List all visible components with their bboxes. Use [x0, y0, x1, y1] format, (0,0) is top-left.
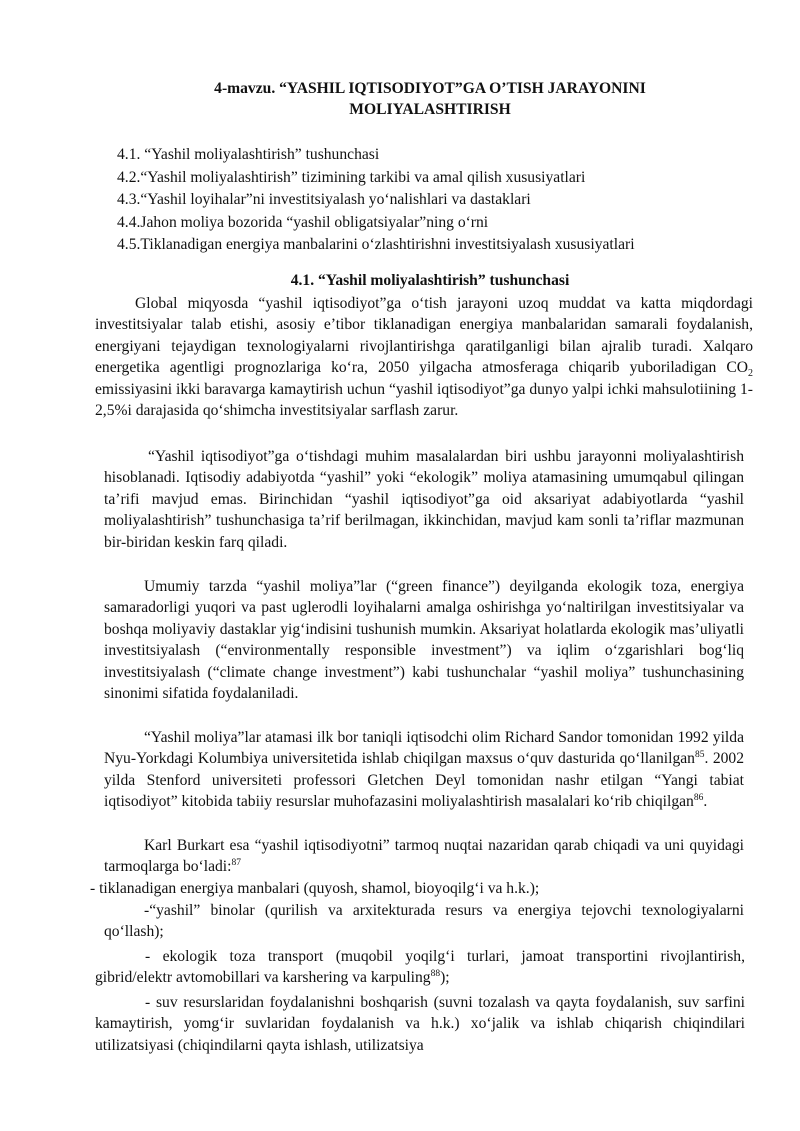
toc-item: 4.2.“Yashil moliyalashtirish” tizimining tarkibi va amal qilish xususiyatlari — [117, 168, 586, 186]
paragraph-1-text: Global miqyosda “yashil iqtisodiyot”ga o‘tish jarayoni uzoq muddat va katta miqdordagi investitsiyalar talab etishi, asosiy e’tibor tiklanadigan energiya manbalaridan samarali foydalanish, energiyani tejaydigan texnologiyalarni rivojlantirishga qaratilganligi bilan ajralib turadi. Xalqaro energetika agentligi prognozlariga ko‘ra, 2050 yilgacha atmosferaga chiqarib yuboriladigan CO — [95, 295, 753, 377]
toc-item: 4.3.“Yashil loyihalar”ni investitsiyalash yo‘nalishlari va dastaklari — [117, 191, 531, 208]
list-item — [95, 946, 745, 989]
list-item-text: - ekologik toza transport (muqobil yoqilg‘i turlari, jamoat transportini rivojlantirish, gibrid/elektr avtomobillari va karshering va karpuling — [95, 948, 745, 987]
section-heading: 4.1. “Yashil moliyalashtirish” tushunchasi — [290, 272, 570, 289]
co2-subscript: 2 — [748, 368, 753, 380]
paragraph-4-part-b: . 2002 yilda Stenford universiteti professori Gletchen Deyl tomonidan nashr etilgan “Yangi tabiat iqtisodiyot” kitobida tabiiy resurslar muhofazasini moliyalashtirish masalalari ko‘rib chiqilgan — [104, 750, 745, 811]
footnote-ref-85: 85 — [694, 750, 705, 761]
paragraph-1 — [95, 293, 753, 421]
title-line-2: MOLIYALASHTIRISH — [349, 101, 511, 118]
list-item-tail: ); — [440, 969, 450, 987]
toc-item: 4.5.Tiklanadigan energiya manbalarini o‘zlashtirishni investitsiyalash xususiyatlari — [117, 236, 635, 253]
paragraph-1-tail: emissiyasini ikki baravarga kamaytirish uchun “yashil iqtisodiyot”ga dunyo yalpi ichki mahsulotiining 1-2,5%i darajasida qo‘shimcha investitsiyalar sarflash zarur. — [95, 380, 753, 420]
paragraph-3: Umumiy tarzda “yashil moliya”lar (“green finance”) deyilganda ekologik toza, energiya samaradorligi yuqori va past uglerodli loyihalarni amalga oshirishga yo‘naltirilgan investitsiyalar va boshqa moliyaviy dastaklar yig‘indisini tushunish mumkin. Aksariyat holatlarda ekologik mas’uliyatli investitsiyalash (“environmentally responsible investment”) va iqlim o‘zgarishlari bog‘liq investitsiyalash (“climate change investment”) kabi tushunchalar “yashil moliya” tushunchasining sinonimi sifatida foydalaniladi. — [104, 578, 744, 703]
list-item: -“yashil” binolar (qurilish va arxitekturada resurs va energiya tejovchi texnologiyalarni qo‘llash); — [104, 902, 744, 941]
toc-item: 4.4.Jahon moliya bozorida “yashil obligatsiyalar”ning o‘rni — [117, 213, 489, 231]
list-item: - tiklanadigan energiya manbalari (quyosh, shamol, bioyoqilg‘i va h.k.); — [90, 880, 540, 897]
paragraph-4 — [104, 727, 744, 813]
paragraph-5 — [104, 835, 744, 878]
toc-item: 4.1. “Yashil moliyalashtirish” tushunchasi — [117, 146, 380, 163]
footnote-ref-88: 88 — [430, 969, 441, 980]
page-title — [150, 78, 710, 120]
paragraph-5-text: Karl Burkart esa “yashil iqtisodiyotni” tarmoq nuqtai nazaridan qarab chiqadi va uni quyidagi tarmoqlarga bo‘ladi: — [104, 837, 744, 876]
footnote-ref-86: 86 — [693, 793, 704, 804]
paragraph-2: “Yashil iqtisodiyot”ga o‘tishdagi muhim masalalardan biri ushbu jarayonni moliyalashtirish hisoblanadi. Iqtisodiy adabiyotda “yashil” yoki “ekologik” moliya atamasining umumqabul qilingan ta’rifi mavjud emas. Birinchidan “yashil iqtisodiyot”ga oid aksariyat adabiyotlarda “yashil moliyalashtirish” tushunchasiga ta’rif berilmagan, ikkinchidan, mavjud kam sonli ta’riflar mazmunan bir-biridan keskin farq qiladi. — [104, 448, 744, 551]
footnote-ref-87: 87 — [231, 858, 241, 869]
paragraph-4-part-c: . — [703, 793, 708, 811]
title-line-1: 4-mavzu. “YASHIL IQTISODIYOT”GA O’TISH JARAYONINI — [214, 80, 646, 97]
paragraph-4-part-a: “Yashil moliya”lar atamasi ilk bor taniqli iqtisodchi olim Richard Sandor tomonidan 1992 yilda Nyu-Yorkdagi Kolumbiya universitetida ishlab chiqilgan maxsus o‘quv dasturida qo‘llanilgan — [104, 729, 744, 768]
list-item: - suv resurslaridan foydalanishni boshqarish (suvni tozalash va qayta foydalanish, suv sarfini kamaytirish, yomg‘ir suvlaridan foydalanish va h.k.) xo‘jalik va ishlab chiqarish chiqindilari utilizatsiyasi (chiqindilarni qayta ishlash, utilizatsiya — [95, 994, 745, 1054]
table-of-contents — [117, 144, 777, 257]
